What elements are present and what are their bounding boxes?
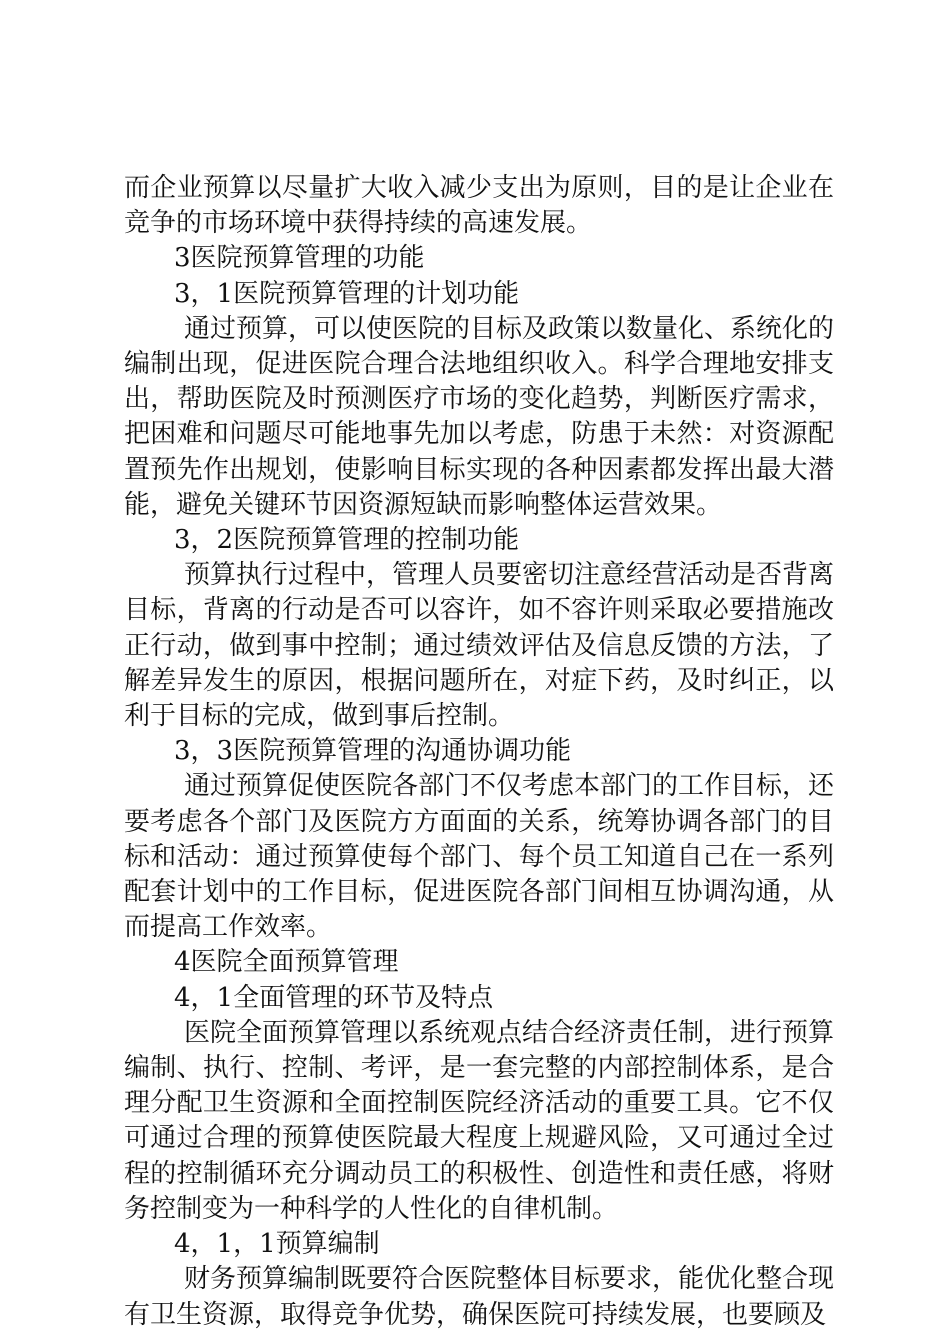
subsection-heading-4-1-1: 4，1，1预算编制 [174,1229,380,1260]
section-heading-4: 4医院全面预算管理 [174,947,399,978]
paragraph-control-function: 预算执行过程中，管理人员要密切注意经营活动是否背离目标，背离的行动是否可以容许，如不容许则采取必要措施改正行动，做到事中控制；通过绩效评估及信息反馈的方法，了解差异发生的原因，根据问题所在，对症下药，及时纠正，以利于目标的完成，做到事后控制。 [124,560,835,732]
paragraph-continuation: 而企业预算以尽量扩大收入减少支出为原则，目的是让企业在竞争的市场环境中获得持续的高速发展。 [124,173,834,239]
paragraph-budget-preparation: 财务预算编制既要符合医院整体目标要求，能优化整合现有卫生资源，取得竞争优势，确保医院可持续发展，也要顾及 [124,1264,835,1330]
document-body [124,171,834,1333]
subsection-heading-3-1: 3，1医院预算管理的计划功能 [174,278,520,309]
subsection-heading-3-3: 3，3医院预算管理的沟通协调功能 [174,736,572,767]
paragraph-comprehensive-budget: 医院全面预算管理以系统观点结合经济责任制，进行预算编制、执行、控制、考评，是一套完整的内部控制体系，是合理分配卫生资源和全面控制医院经济活动的重要工具。它不仅可通过合理的预算使医院最大程度上规避风险，又可通过全过程的控制循环充分调动员工的积极性、创造性和责任感，将财务控制变为一种科学的人性化的自律机制。 [124,1017,835,1224]
paragraph-coordination-function: 通过预算促使医院各部门不仅考虑本部门的工作目标，还要考虑各个部门及医院方方面面的关系，统筹协调各部门的目标和活动：通过预算使每个部门、每个员工知道自己在一系列配套计划中的工作目标，促进医院各部门间相互协调沟通，从而提高工作效率。 [124,771,835,943]
paragraph-planning-function: 通过预算，可以使医院的目标及政策以数量化、系统化的编制出现，促进医院合理合法地组织收入。科学合理地安排支出，帮助医院及时预测医疗市场的变化趋势，判断医疗需求，把困难和问题尽可能地事先加以考虑，防患于未然：对资源配置预先作出规划，使影响目标实现的各种因素都发挥出最大潜能，避免关键环节因资源短缺而影响整体运营效果。 [124,313,835,520]
subsection-heading-4-1: 4，1全面管理的环节及特点 [174,982,494,1013]
subsection-heading-3-2: 3，2医院预算管理的控制功能 [174,525,520,556]
section-heading-3: 3医院预算管理的功能 [174,243,425,274]
